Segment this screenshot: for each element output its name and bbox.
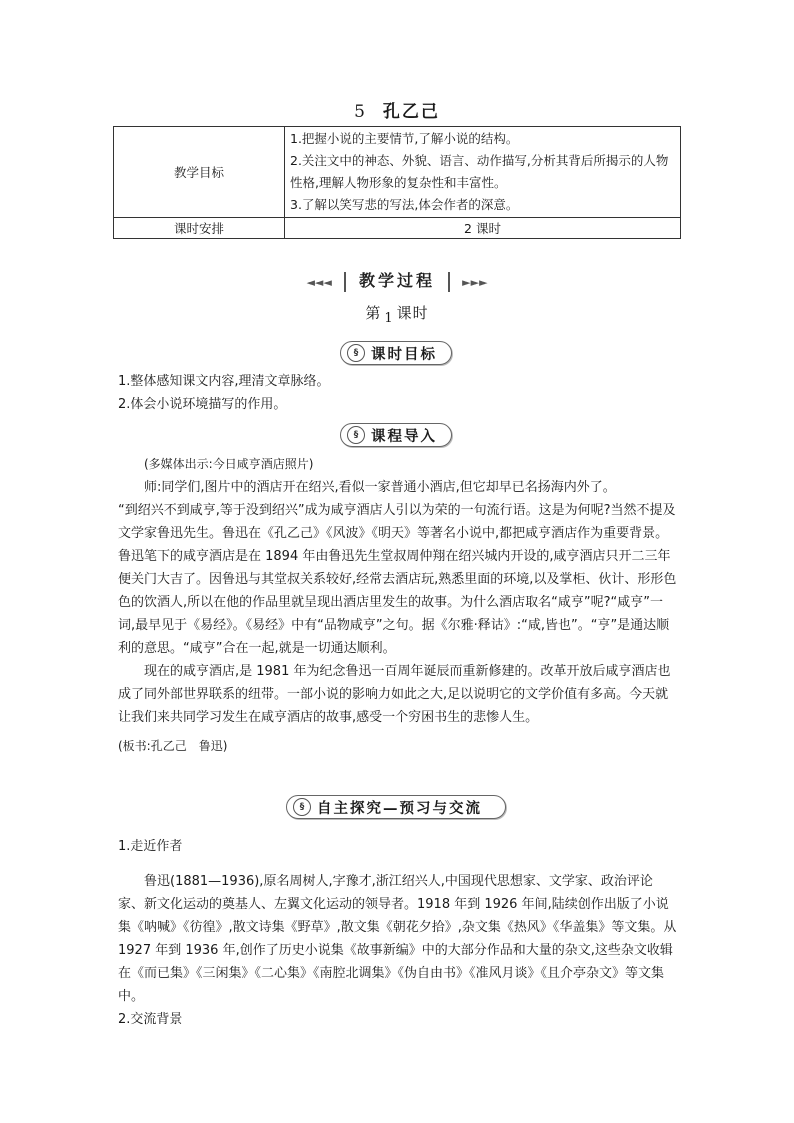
table-row: [114, 127, 681, 218]
goals-content: [285, 127, 681, 218]
teaching-plan-table: [113, 126, 681, 239]
goal-item: 3.了解以笑写悲的写法,体会作者的深意。: [290, 197, 519, 212]
paragraph: (多媒体出示:今日咸亨酒店照片): [144, 457, 314, 471]
section-intro-badge: [340, 423, 452, 447]
section-icon: §: [347, 344, 365, 362]
lesson-period-number: 1: [384, 311, 394, 326]
left-arrows-icon: ◄◄◄: [306, 276, 332, 289]
lesson-number: 5: [354, 102, 367, 122]
process-header-text: 教学过程: [358, 271, 435, 290]
paragraph: “到绍兴不到咸亨,等于没到绍兴”成为咸亨酒店人引以为荣的一句流行语。这是为何呢?当然不提及文学家鲁迅先生。鲁迅在《孔乙己》《风波》《明天》等著名小说中,都把咸亨酒店作为重要背景。鲁迅笔下的咸亨酒店是在 1894 年由鲁迅先生堂叔周仲翔在绍兴城内开设的,咸亨酒店只开二三年便关门大吉了。因鲁迅与其堂叔关系较好,经常去酒店玩,熟悉里面的环境,以及掌柜、伙计、形形色色的饮酒人,所以在他的作品里就呈现出酒店里发生的故事。为什么酒店取名“咸亨”呢?“咸亨”一词,最早见于《易经》。《易经》中有“品物咸亨”之句。据《尔雅·释诂》:“咸,皆也”。“亨”是通达顺利的意思。“咸亨”合在一起,就是一切通达顺利。: [118, 503, 677, 656]
schedule-label: 课时安排: [114, 218, 285, 239]
item-title: 2.交流背景: [118, 1012, 183, 1027]
paragraph: 现在的咸亨酒店,是 1981 年为纪念鲁迅一百周年诞辰而重新修建的。改革开放后咸亨酒店也成了同外部世界联系的纽带。一部小说的影响力如此之大,足以说明它的文学价值有多高。今天就让我们来共同学习发生在咸亨酒店的故事,感受一个穷困书生的悲惨人生。: [118, 664, 671, 725]
table-row: [114, 218, 681, 239]
explore-text: [118, 835, 678, 1031]
lesson-prefix: 第: [365, 304, 382, 322]
lesson-period: [0, 302, 794, 326]
divider: [344, 272, 346, 292]
board-note: (板书:孔乙己 鲁迅): [118, 739, 228, 753]
process-header: [0, 268, 794, 292]
intro-text: [118, 453, 678, 758]
section-icon: §: [293, 798, 311, 816]
lesson-title: [0, 97, 794, 122]
section-intro-label: 课程导入: [371, 428, 437, 445]
paragraph: 师:同学们,图片中的酒店开在绍兴,看似一家普通小酒店,但它却早已名扬海内外了。: [144, 480, 616, 495]
section-explore-badge: [286, 795, 506, 819]
section-goals-badge: [340, 341, 452, 365]
list-item: 1.整体感知课文内容,理清文章脉络。: [118, 374, 330, 389]
divider: [448, 272, 450, 292]
section-explore-label: 自主探究—预习与交流: [317, 800, 482, 817]
section-goals-label: 课时目标: [371, 346, 437, 363]
author-bio: 鲁迅(1881—1936),原名周树人,字豫才,浙江绍兴人,中国现代思想家、文学家、政治评论家、新文化运动的奠基人、左翼文化运动的领导者。1918 年到 1926 年间,陆续创作出版了小说集《呐喊》《彷徨》,散文诗集《野草》,散文集《朝花夕拾》,杂文集《热风》《华盖集》等文集。从 1927 年到 1936 年,创作了历史小说集《故事新编》中的大部分作品和大量的杂文,这些杂文收辑在《而已集》《三闲集》《二心集》《南腔北调集》《伪自由书》《准风月谈》《且介亭杂文》等文集中。: [118, 874, 677, 1004]
goal-item: 2.关注文中的神态、外貌、语言、动作描写,分析其背后所揭示的人物性格,理解人物形象的复杂性和丰富性。: [290, 153, 669, 190]
item-title: 1.走近作者: [118, 839, 183, 854]
goal-item: 1.把握小说的主要情节,了解小说的结构。: [290, 131, 519, 146]
list-item: 2.体会小说环境描写的作用。: [118, 397, 287, 412]
schedule-value: 2 课时: [285, 218, 681, 239]
right-arrows-icon: ►►►: [462, 276, 488, 289]
lesson-title-text: 孔乙己: [382, 102, 440, 122]
goals-label: 教学目标: [114, 127, 285, 218]
goals-list: [118, 370, 678, 416]
section-icon: §: [347, 426, 365, 444]
lesson-suffix: 课时: [396, 304, 429, 322]
